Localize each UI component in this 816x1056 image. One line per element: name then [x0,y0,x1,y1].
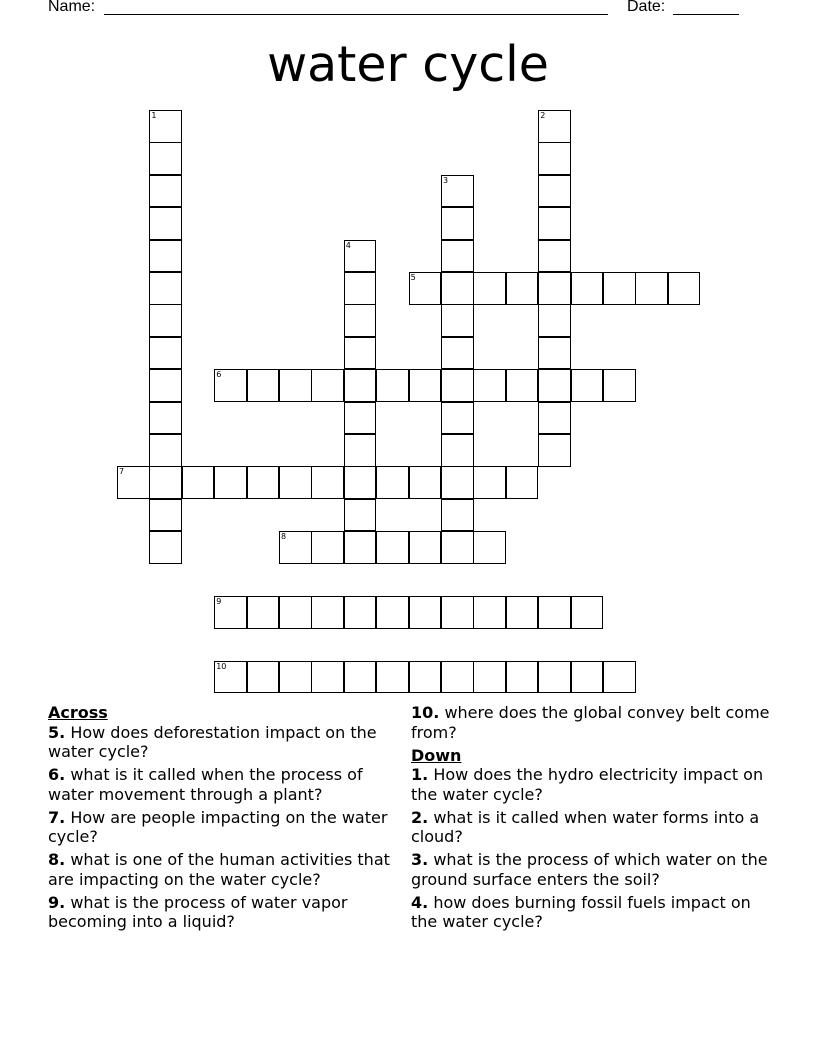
crossword-cell[interactable] [376,661,409,694]
crossword-cell[interactable] [149,466,182,499]
clue-across-10 [411,703,771,742]
clue-number: 1. [411,765,429,784]
crossword-cell[interactable] [247,369,280,402]
crossword-cell[interactable] [506,369,539,402]
crossword-cell[interactable] [149,434,182,467]
crossword-cell[interactable] [376,369,409,402]
crossword-cell[interactable] [344,434,377,467]
crossword-cell[interactable] [506,661,539,694]
crossword-cell[interactable] [441,369,474,402]
date-label: Date: [627,0,666,15]
clues-right-column [411,703,771,935]
crossword-cell[interactable] [571,369,604,402]
crossword-cell[interactable] [538,369,571,402]
crossword-cell[interactable] [538,240,571,273]
crossword-cell[interactable] [409,466,442,499]
clue-number: 8. [48,850,66,869]
crossword-cell[interactable] [149,531,182,564]
crossword-cell[interactable] [538,175,571,208]
crossword-cell[interactable] [409,272,442,305]
clue-across-6 [48,765,393,804]
clue-text: what is the process of which water on the ground surface enters the soil? [411,850,768,889]
crossword-cell[interactable] [603,272,636,305]
crossword-cell[interactable] [279,661,312,694]
crossword-cell[interactable] [538,142,571,175]
crossword-cell[interactable] [473,369,506,402]
crossword-cell[interactable] [441,434,474,467]
crossword-cell[interactable] [635,272,668,305]
crossword-cell[interactable] [279,531,312,564]
crossword-cell[interactable] [571,661,604,694]
clue-number: 9. [48,892,66,912]
crossword-cell[interactable] [441,531,474,564]
crossword-cell[interactable] [441,402,474,435]
crossword-cell[interactable] [571,272,604,305]
across-heading: Across [48,703,108,722]
clue-across-9 [48,893,393,932]
cell-number: 8 [281,532,287,542]
crossword-cell[interactable] [279,596,312,629]
crossword-cell[interactable] [214,661,247,694]
crossword-cell[interactable] [344,402,377,435]
crossword-cell[interactable] [311,369,344,402]
crossword-cell[interactable] [311,596,344,629]
cell-number: 5 [410,273,416,282]
crossword-cell[interactable] [149,369,182,402]
cell-number: 10 [216,661,227,671]
name-label: Name: [48,0,96,15]
crossword-cell[interactable] [538,596,571,629]
crossword-cell[interactable] [376,596,409,629]
clue-down-4 [411,893,771,932]
crossword-cell[interactable] [149,207,182,240]
cell-number: 6 [216,370,222,380]
crossword-cell[interactable] [279,466,312,499]
clue-across-5 [48,723,393,762]
clues-left-column [48,703,393,935]
crossword-cell[interactable] [149,175,182,208]
crossword-cell[interactable] [538,661,571,694]
crossword-cell[interactable] [409,531,442,564]
crossword-cell[interactable] [668,272,701,305]
clue-number: 2. [411,807,429,827]
crossword-cell[interactable] [214,466,247,499]
crossword-cell[interactable] [117,466,150,499]
crossword-cell[interactable] [473,466,506,499]
crossword-cell[interactable] [538,434,571,467]
down-heading: Down [411,745,462,765]
crossword-cell[interactable] [538,207,571,240]
crossword-cell[interactable] [409,661,442,694]
crossword-cell[interactable] [441,272,474,305]
clue-down-2 [411,808,771,847]
clue-text: what is it called when the process of water movement through a plant? [48,765,363,804]
crossword-cell[interactable] [441,499,474,532]
clue-text: how does burning fossil fuels impact on the water cycle? [411,892,751,931]
crossword-cell[interactable] [376,466,409,499]
clue-text: How does the hydro electricity impact on the water cycle? [411,765,764,804]
cell-number: 9 [216,597,222,606]
crossword-cell[interactable] [409,596,442,629]
crossword-cell[interactable] [538,304,571,337]
crossword-cell[interactable] [376,531,409,564]
crossword-cell[interactable] [344,272,377,305]
clue-number: 6. [48,765,66,784]
clue-number: 10. [411,703,440,722]
crossword-cell[interactable] [473,661,506,694]
crossword-cell[interactable] [538,402,571,435]
crossword-cell[interactable] [441,207,474,240]
crossword-cell[interactable] [441,175,474,208]
crossword-cell[interactable] [344,531,377,564]
crossword-cell[interactable] [441,337,474,370]
clue-down-1 [411,765,771,804]
crossword-cell[interactable] [247,596,280,629]
crossword-cell[interactable] [247,661,280,694]
crossword-cell[interactable] [538,337,571,370]
crossword-cell[interactable] [214,596,247,629]
clue-across-7 [48,808,393,847]
crossword-cell[interactable] [214,369,247,402]
crossword-cell[interactable] [506,272,539,305]
crossword-cell[interactable] [149,272,182,305]
crossword-cell[interactable] [473,596,506,629]
crossword-cell[interactable] [603,661,636,694]
crossword-cell[interactable] [603,369,636,402]
clue-text: what is it called when water forms into a cloud? [411,807,760,846]
crossword-cell[interactable] [149,337,182,370]
cell-number: 3 [443,175,449,185]
crossword-cell[interactable] [344,369,377,402]
crossword-cell[interactable] [311,531,344,564]
crossword-cell[interactable] [441,240,474,273]
crossword-cell[interactable] [149,499,182,532]
crossword-cell[interactable] [247,466,280,499]
crossword-cell[interactable] [441,466,474,499]
clue-text: where does the global convey belt come from? [411,703,770,742]
cell-number: 1 [151,111,157,120]
cell-number: 2 [540,111,546,120]
crossword-cell[interactable] [149,142,182,175]
clue-number: 5. [48,722,66,742]
crossword-cell[interactable] [344,240,377,273]
crossword-cell[interactable] [149,110,182,143]
crossword-cell[interactable] [149,402,182,435]
crossword-cell[interactable] [441,661,474,694]
crossword-cell[interactable] [149,304,182,337]
clue-across-8 [48,850,393,889]
crossword-cell[interactable] [311,466,344,499]
clue-number: 4. [411,892,429,912]
crossword-cell[interactable] [149,240,182,273]
crossword-cell[interactable] [279,369,312,402]
page-title: water cycle [267,36,549,93]
crossword-cell[interactable] [441,304,474,337]
clue-text: what is the process of water vapor becoming into a liquid? [48,892,348,931]
clue-text: How does deforestation impact on the water cycle? [48,722,377,761]
clue-down-3 [411,850,771,889]
crossword-cell[interactable] [311,661,344,694]
crossword-cell[interactable] [506,596,539,629]
cell-number: 4 [345,240,351,250]
crossword-cell[interactable] [571,596,604,629]
clue-text: what is one of the human activities that are impacting on the water cycle? [48,850,390,889]
crossword-cell[interactable] [473,272,506,305]
crossword-cell[interactable] [506,466,539,499]
crossword-cell[interactable] [441,596,474,629]
cell-number: 7 [119,467,125,477]
crossword-cell[interactable] [538,110,571,143]
crossword-cell[interactable] [182,466,215,499]
clue-number: 3. [411,850,429,869]
crossword-cell[interactable] [344,337,377,370]
crossword-cell[interactable] [344,499,377,532]
crossword-cell[interactable] [473,531,506,564]
clue-number: 7. [48,807,66,827]
crossword-cell[interactable] [344,661,377,694]
crossword-cell[interactable] [344,304,377,337]
crossword-cell[interactable] [409,369,442,402]
crossword-cell[interactable] [344,596,377,629]
crossword-cell[interactable] [344,466,377,499]
crossword-cell[interactable] [538,272,571,305]
clue-text: How are people impacting on the water cycle? [48,807,388,846]
